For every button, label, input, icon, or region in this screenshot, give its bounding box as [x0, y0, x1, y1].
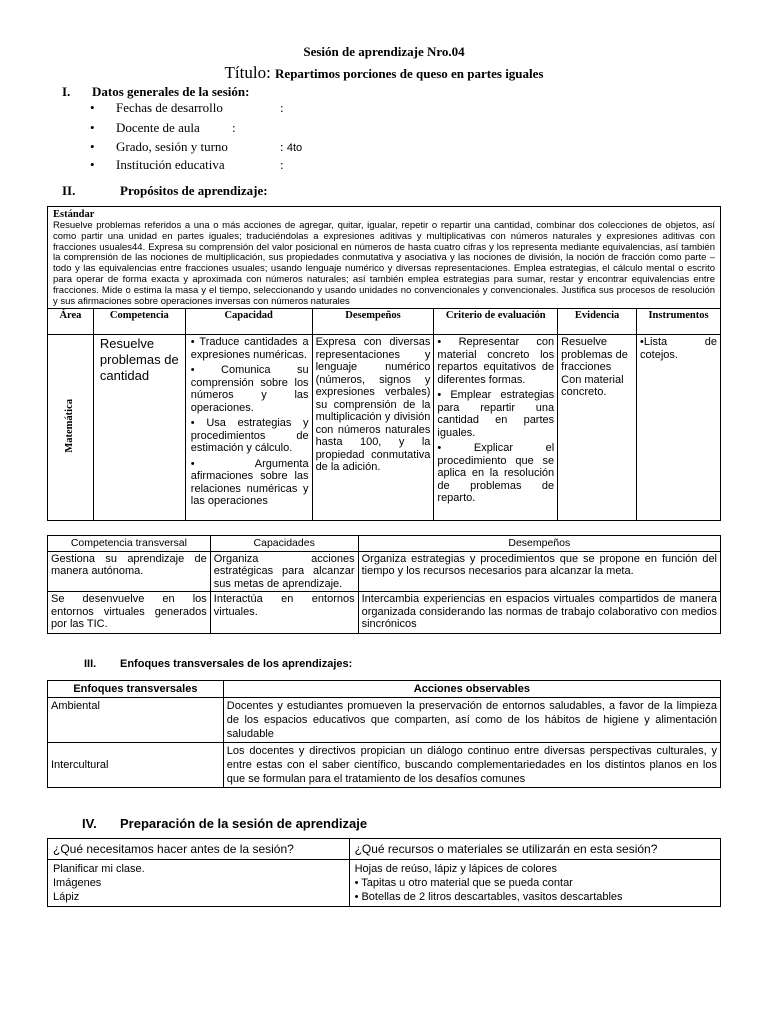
title-line [0, 63, 768, 83]
list-item: • Argumenta afirmaciones sobre las relaciones numéricas y las operaciones [190, 457, 309, 508]
field-label: Institución educativa [116, 157, 225, 172]
title-label: Título: [224, 63, 271, 82]
bullet-icon: • [90, 139, 95, 154]
header-evidencia: Evidencia [558, 309, 637, 335]
capacidad-cell [185, 335, 312, 521]
table-row [48, 743, 721, 788]
estandar-cell [48, 207, 721, 309]
preparation-table [47, 838, 721, 907]
section-2-number: II. [62, 183, 76, 198]
header-capacidades: Capacidades [210, 536, 358, 552]
title-value: Repartimos porciones de queso en partes iguales [275, 66, 544, 81]
header-enfoques: Enfoques transversales [48, 681, 224, 698]
field-label: Grado, sesión y turno [116, 139, 228, 154]
materials-cell [349, 860, 720, 907]
session-heading: Sesión de aprendizaje Nro.04 [303, 44, 465, 59]
question-before-session: ¿Qué necesitamos hacer antes de la sesión? [48, 839, 350, 860]
preparation-cell [48, 860, 350, 907]
section-4-number: IV. [82, 816, 97, 831]
field-value: : [232, 120, 236, 135]
competencia-cell: Resuelve problemas de cantidad [93, 335, 185, 521]
field-value: : [280, 157, 284, 172]
desempeno-cell: Intercambia experiencias en espacios virtuales compartidos de manera organizada considerando las normas de trabajo colaborativo con medios sincrónicos [358, 592, 720, 634]
area-label: Matemática [64, 399, 76, 453]
desempeno-cell: Expresa con diversas representaciones y lenguaje numérico (números, signos y expresiones verbales) su comprensión de la multiplicación y división con números naturales hasta 100, y la propiedad conmutativa de la adición. [312, 335, 434, 521]
header-desempenos: Desempeños [312, 309, 434, 335]
header-capacidad: Capacidad [185, 309, 312, 335]
header-competencia-transversal: Competencia transversal [48, 536, 211, 552]
capacidad-cell: Interactúa en entornos virtuales. [210, 592, 358, 634]
competencia-cell: Gestiona su aprendizaje de manera autónoma. [48, 551, 211, 592]
list-item: Lápiz [53, 891, 80, 903]
field-label: Docente de aula [116, 120, 200, 135]
section-3-number: III. [84, 658, 97, 670]
section-2-title: Propósitos de aprendizaje: [120, 183, 268, 198]
bullet-icon: • [90, 120, 95, 135]
section-1-number: I. [62, 84, 71, 99]
acciones-cell: Los docentes y directivos propician un diálogo continuo entre diversas perspectivas culturales, y entre estas con el saber científico, buscando complementariedades en los distintos planos en los que se formulan para el tratamiento de los desafíos comunes [223, 743, 720, 788]
table-row [48, 551, 721, 592]
enfoques-table [47, 680, 721, 788]
evidencia-cell: Resuelve problemas de fracciones Con material concreto. [558, 335, 637, 521]
transversal-competencies-table [47, 535, 721, 634]
area-cell [48, 335, 94, 521]
header-competencia: Competencia [93, 309, 185, 335]
estandar-text: Resuelve problemas referidos a una o más acciones de agregar, quitar, igualar, repetir o repartir una cantidad, combinar dos colecciones de objetos, así como partir una unidad en partes iguales; traduciéndolas a expresiones aditivas y multiplicativas con números naturales y expresiones aditivas con fracciones usuales44. Expresa su comprensión del valor posicional en números de hasta cuatro cifras y los representa mediante equivalencias, así también la comprensión de las nociones de multiplicación, sus propiedades conmutativa y asociativa y las nociones de división, la noción de fracción como parte – todo y las equivalencias entre fracciones usuales; usando lenguaje numérico y diversas representaciones. Emplea estrategias, el cálculo mental o escrito para operar de forma exacta y aproximada con números naturales; así también emplea estrategias para sumar, restar y encontrar equivalencias entre fracciones. Mide o estima la masa y el tiempo, seleccionando y usando unidades no convencionales y convencionales. Justifica sus procesos de resolución y sus afirmaciones sobre operaciones inversas con números naturales [53, 220, 715, 307]
bullet-icon: • [90, 157, 95, 172]
capacidad-cell: Organiza acciones estratégicas para alcanzar sus metas de aprendizaje. [210, 551, 358, 592]
section-1-title: Datos generales de la sesión: [92, 84, 250, 99]
header-instrumentos: Instrumentos [637, 309, 721, 335]
list-item: • Representar con material concreto los repartos equitativos de diferentes formas. [437, 336, 555, 386]
bullet-icon: • [90, 100, 95, 115]
list-item: • Explicar el procedimiento que se aplica en la resolución de problemas de reparto. [437, 442, 555, 505]
list-item: • Emplear estrategias para repartir una cantidad en partes iguales. [437, 389, 555, 439]
estandar-title: Estándar [53, 209, 95, 220]
section-4-title: Preparación de la sesión de aprendizaje [120, 816, 368, 831]
list-item: Hojas de reúso, lápiz y lápices de colores [354, 863, 557, 875]
list-item: • Botellas de 2 litros descartables, vasitos descartables [354, 891, 623, 903]
desempeno-cell: Organiza estrategias y procedimientos que se propone en función del tiempo y los recursos necesarios para alcanzar la meta. [358, 551, 720, 592]
purposes-table [47, 206, 721, 521]
table-row [48, 592, 721, 634]
header-criterio: Criterio de evaluación [434, 309, 558, 335]
list-item: • Usa estrategias y procedimientos de estimación y cálculo. [190, 417, 309, 455]
list-item: Planificar mi clase. [53, 863, 145, 875]
list-item: • Tapitas u otro material que se pueda contar [354, 877, 573, 889]
competencia-cell: Se desenvuelve en los entornos virtuales generados por las TIC. [48, 592, 211, 634]
enfoque-cell: Intercultural [48, 743, 224, 788]
list-item: • Traduce cantidades a expresiones numéricas. [190, 336, 309, 361]
field-value: : [280, 100, 284, 115]
list-item: • Comunica su comprensión sobre los números y las operaciones. [190, 364, 309, 414]
header-acciones: Acciones observables [223, 681, 720, 698]
section-3-title: Enfoques transversales de los aprendizajes: [120, 658, 353, 670]
field-label: Fechas de desarrollo [116, 100, 223, 115]
table-row [48, 698, 721, 743]
question-materials: ¿Qué recursos o materiales se utilizarán en esta sesión? [349, 839, 720, 860]
list-item: Imágenes [53, 877, 102, 889]
acciones-cell: Docentes y estudiantes promueven la preservación de entornos saludables, a favor de la limpieza de los espacios educativos que comparten, así como de los hábitos de higiene y alimentación saludable [223, 698, 720, 743]
instrumento-cell: •Lista de cotejos. [637, 335, 721, 521]
field-value: : 4to [280, 139, 303, 154]
header-area: Área [48, 309, 94, 335]
criterio-cell [434, 335, 558, 521]
header-desempenos: Desempeños [358, 536, 720, 552]
enfoque-cell: Ambiental [48, 698, 224, 743]
